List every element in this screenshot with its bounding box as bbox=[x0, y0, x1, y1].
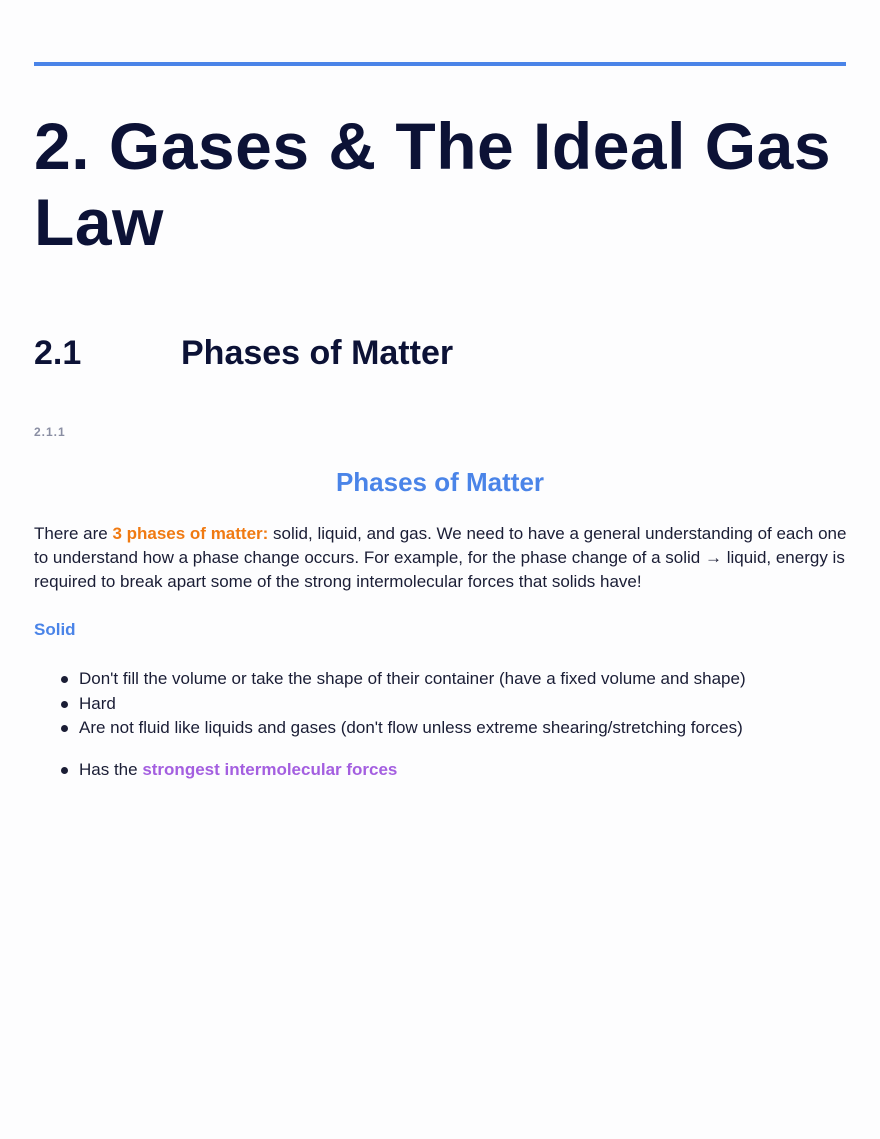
list-item bbox=[34, 667, 848, 692]
bullet-dot-icon bbox=[61, 701, 68, 708]
bullet-dot-icon bbox=[61, 676, 68, 683]
list-item bbox=[34, 692, 848, 717]
list-item-prefix: Has the bbox=[79, 760, 143, 779]
list-item-text: Hard bbox=[79, 693, 116, 713]
intro-rest: solid, liquid, and gas. We need to have a general understanding of each one to understand how a phase change occurs. For example, for the phase change of a solid → liquid, energy is required to break apart some of the strong intermolecular forces that solids have! bbox=[34, 524, 847, 591]
top-rule bbox=[34, 62, 846, 66]
solid-heading: Solid bbox=[34, 620, 76, 639]
solid-bullet-list-continued bbox=[34, 758, 848, 783]
intro-highlight: 3 phases of matter: bbox=[112, 524, 269, 543]
bullet-dot-icon bbox=[61, 767, 68, 774]
subsection-number: 2.1.1 bbox=[34, 425, 66, 439]
list-item-text: Are not fluid like liquids and gases (don't flow unless extreme shearing/stretching forces) bbox=[79, 718, 743, 737]
chapter-title: 2. Gases & The Ideal Gas Law bbox=[34, 109, 832, 259]
section-number: 2.1 bbox=[34, 334, 82, 372]
solid-bullet-list bbox=[34, 667, 848, 741]
subsection-title: Phases of Matter bbox=[335, 467, 545, 497]
intro-paragraph bbox=[34, 522, 848, 594]
section-title: Phases of Matter bbox=[181, 334, 454, 372]
list-item bbox=[34, 716, 848, 741]
section-heading bbox=[34, 332, 453, 374]
list-item bbox=[34, 758, 848, 783]
list-item-text: Don't fill the volume or take the shape of their container (have a fixed volume and shape) bbox=[79, 669, 746, 688]
bullet-dot-icon bbox=[61, 725, 68, 732]
intro-prefix: There are bbox=[34, 524, 113, 543]
list-item-highlight: strongest intermolecular forces bbox=[142, 760, 398, 779]
